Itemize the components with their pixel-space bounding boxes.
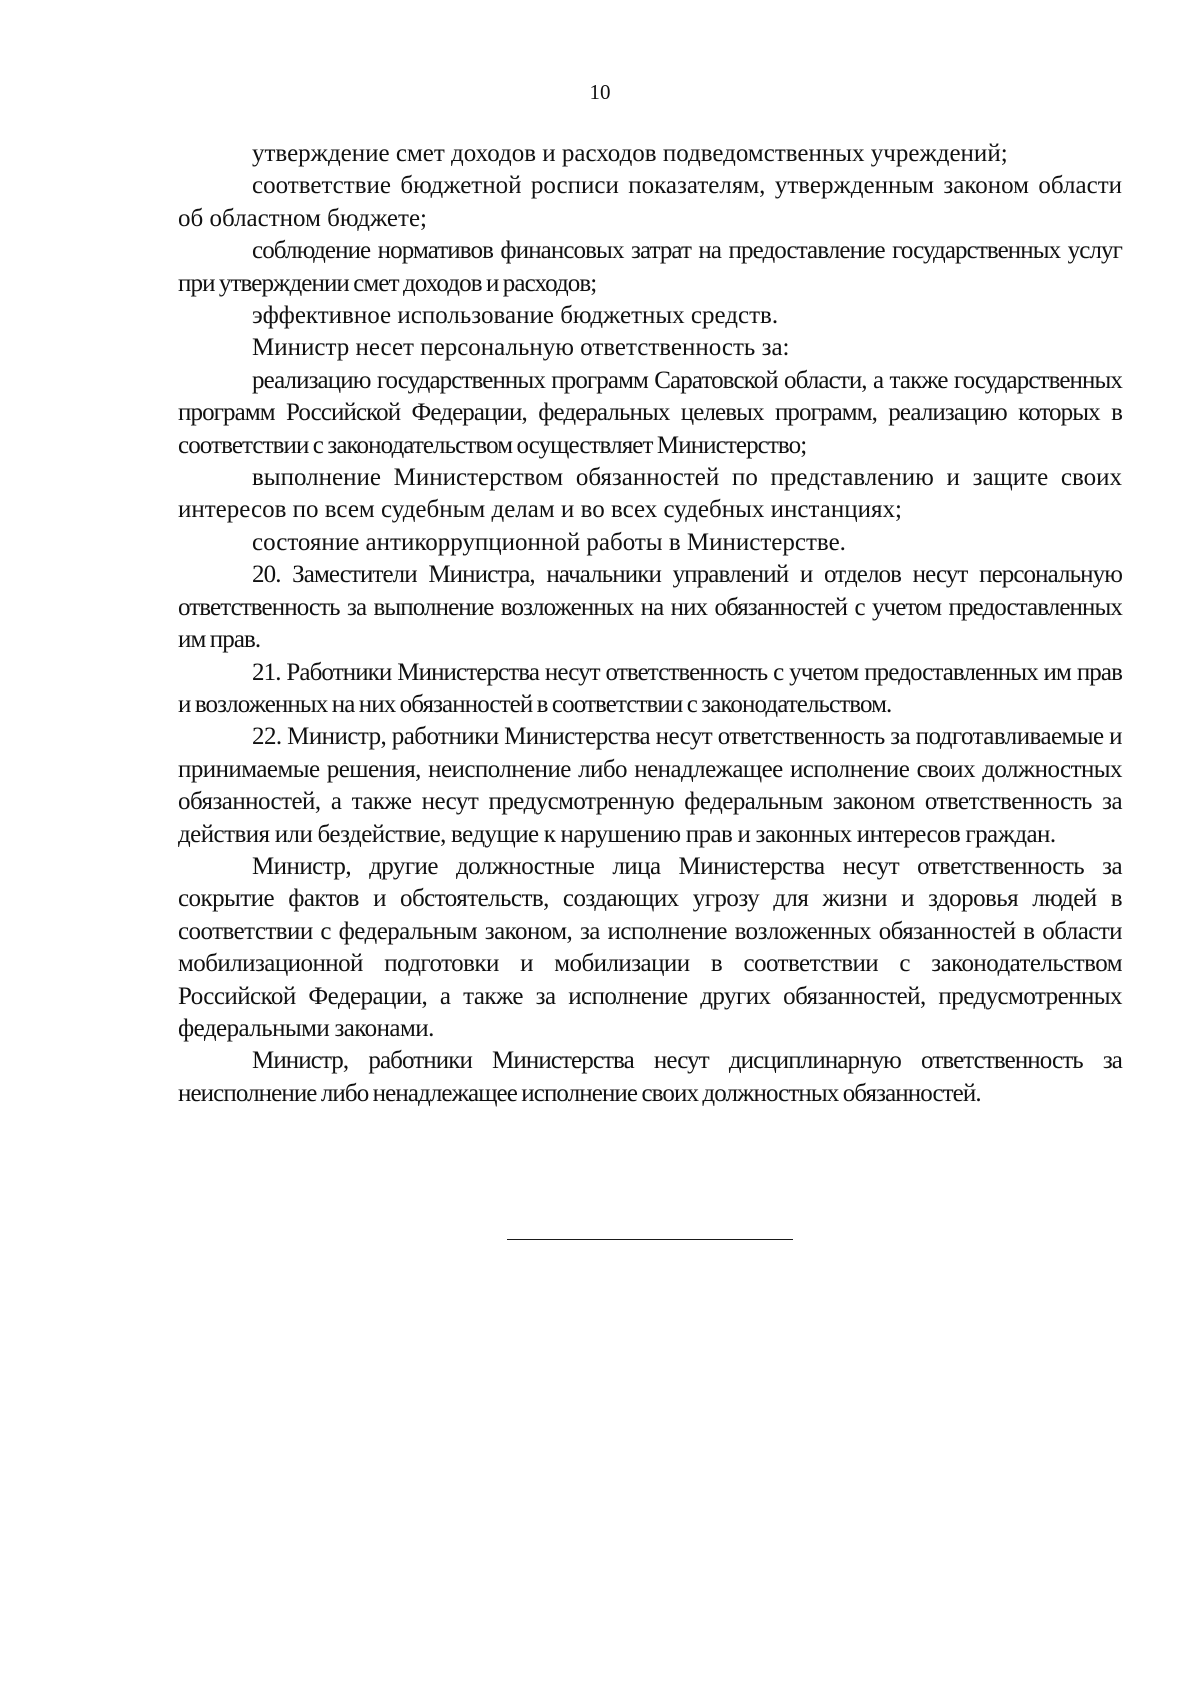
paragraph: соблюдение нормативов финансовых затрат на предоставление государственных услуг при утверждении смет доходов и расходов; <box>178 237 1122 297</box>
paragraph: Министр, другие должностные лица Министерства несут ответственность за сокрытие фактов и обстоятельств, создающих угрозу для жизни и здоровья людей в соответствии с федеральным законом, за исполнение возложенных обязанностей в области мобилизационной подготовки и мобилизации в соответствии с законодательством Российской Федерации, а также за исполнение других обязанностей, предусмотренных федеральными законами. <box>178 852 1122 1042</box>
paragraph: состояние антикоррупционной работы в Министерстве. <box>252 528 846 556</box>
paragraph: выполнение Министерством обязанностей по представлению и защите своих интересов по всем судебным делам и во всех судебных инстанциях; <box>178 464 1122 524</box>
end-separator-line <box>507 1239 793 1240</box>
paragraph: Министр, работники Министерства несут дисциплинарную ответственность за неисполнение либо ненадлежащее исполнение своих должностных обязанностей. <box>178 1047 1122 1107</box>
paragraph: соответствие бюджетной росписи показателям, утвержденным законом области об областном бюджете; <box>178 172 1122 232</box>
paragraph: 21. Работники Министерства несут ответственность с учетом предоставленных им прав и возложенных на них обязанностей в соответствии с законодательством. <box>178 658 1122 718</box>
paragraph: 20. Заместители Министра, начальники управлений и отделов несут персональную ответственность за выполнение возложенных на них обязанностей с учетом предоставленных им прав. <box>178 561 1122 654</box>
paragraph: эффективное использование бюджетных средств. <box>252 302 779 330</box>
document-body <box>178 138 1122 1110</box>
paragraph: Министр несет персональную ответственность за: <box>252 334 790 362</box>
paragraph: 22. Министр, работники Министерства несут ответственность за подготавливаемые и принимаемые решения, неисполнение либо ненадлежащее исполнение своих должностных обязанностей, а также несут предусмотренную федеральным законом ответственность за действия или бездействие, ведущие к нарушению прав и законных интересов граждан. <box>178 723 1122 848</box>
page-number: 10 <box>589 80 611 104</box>
paragraph: утверждение смет доходов и расходов подведомственных учреждений; <box>252 140 1008 167</box>
paragraph: реализацию государственных программ Саратовской области, а также государственных программ Российской Федерации, федеральных целевых программ, реализацию которых в соответствии с законодательством осуществляет Министерство; <box>178 366 1122 459</box>
